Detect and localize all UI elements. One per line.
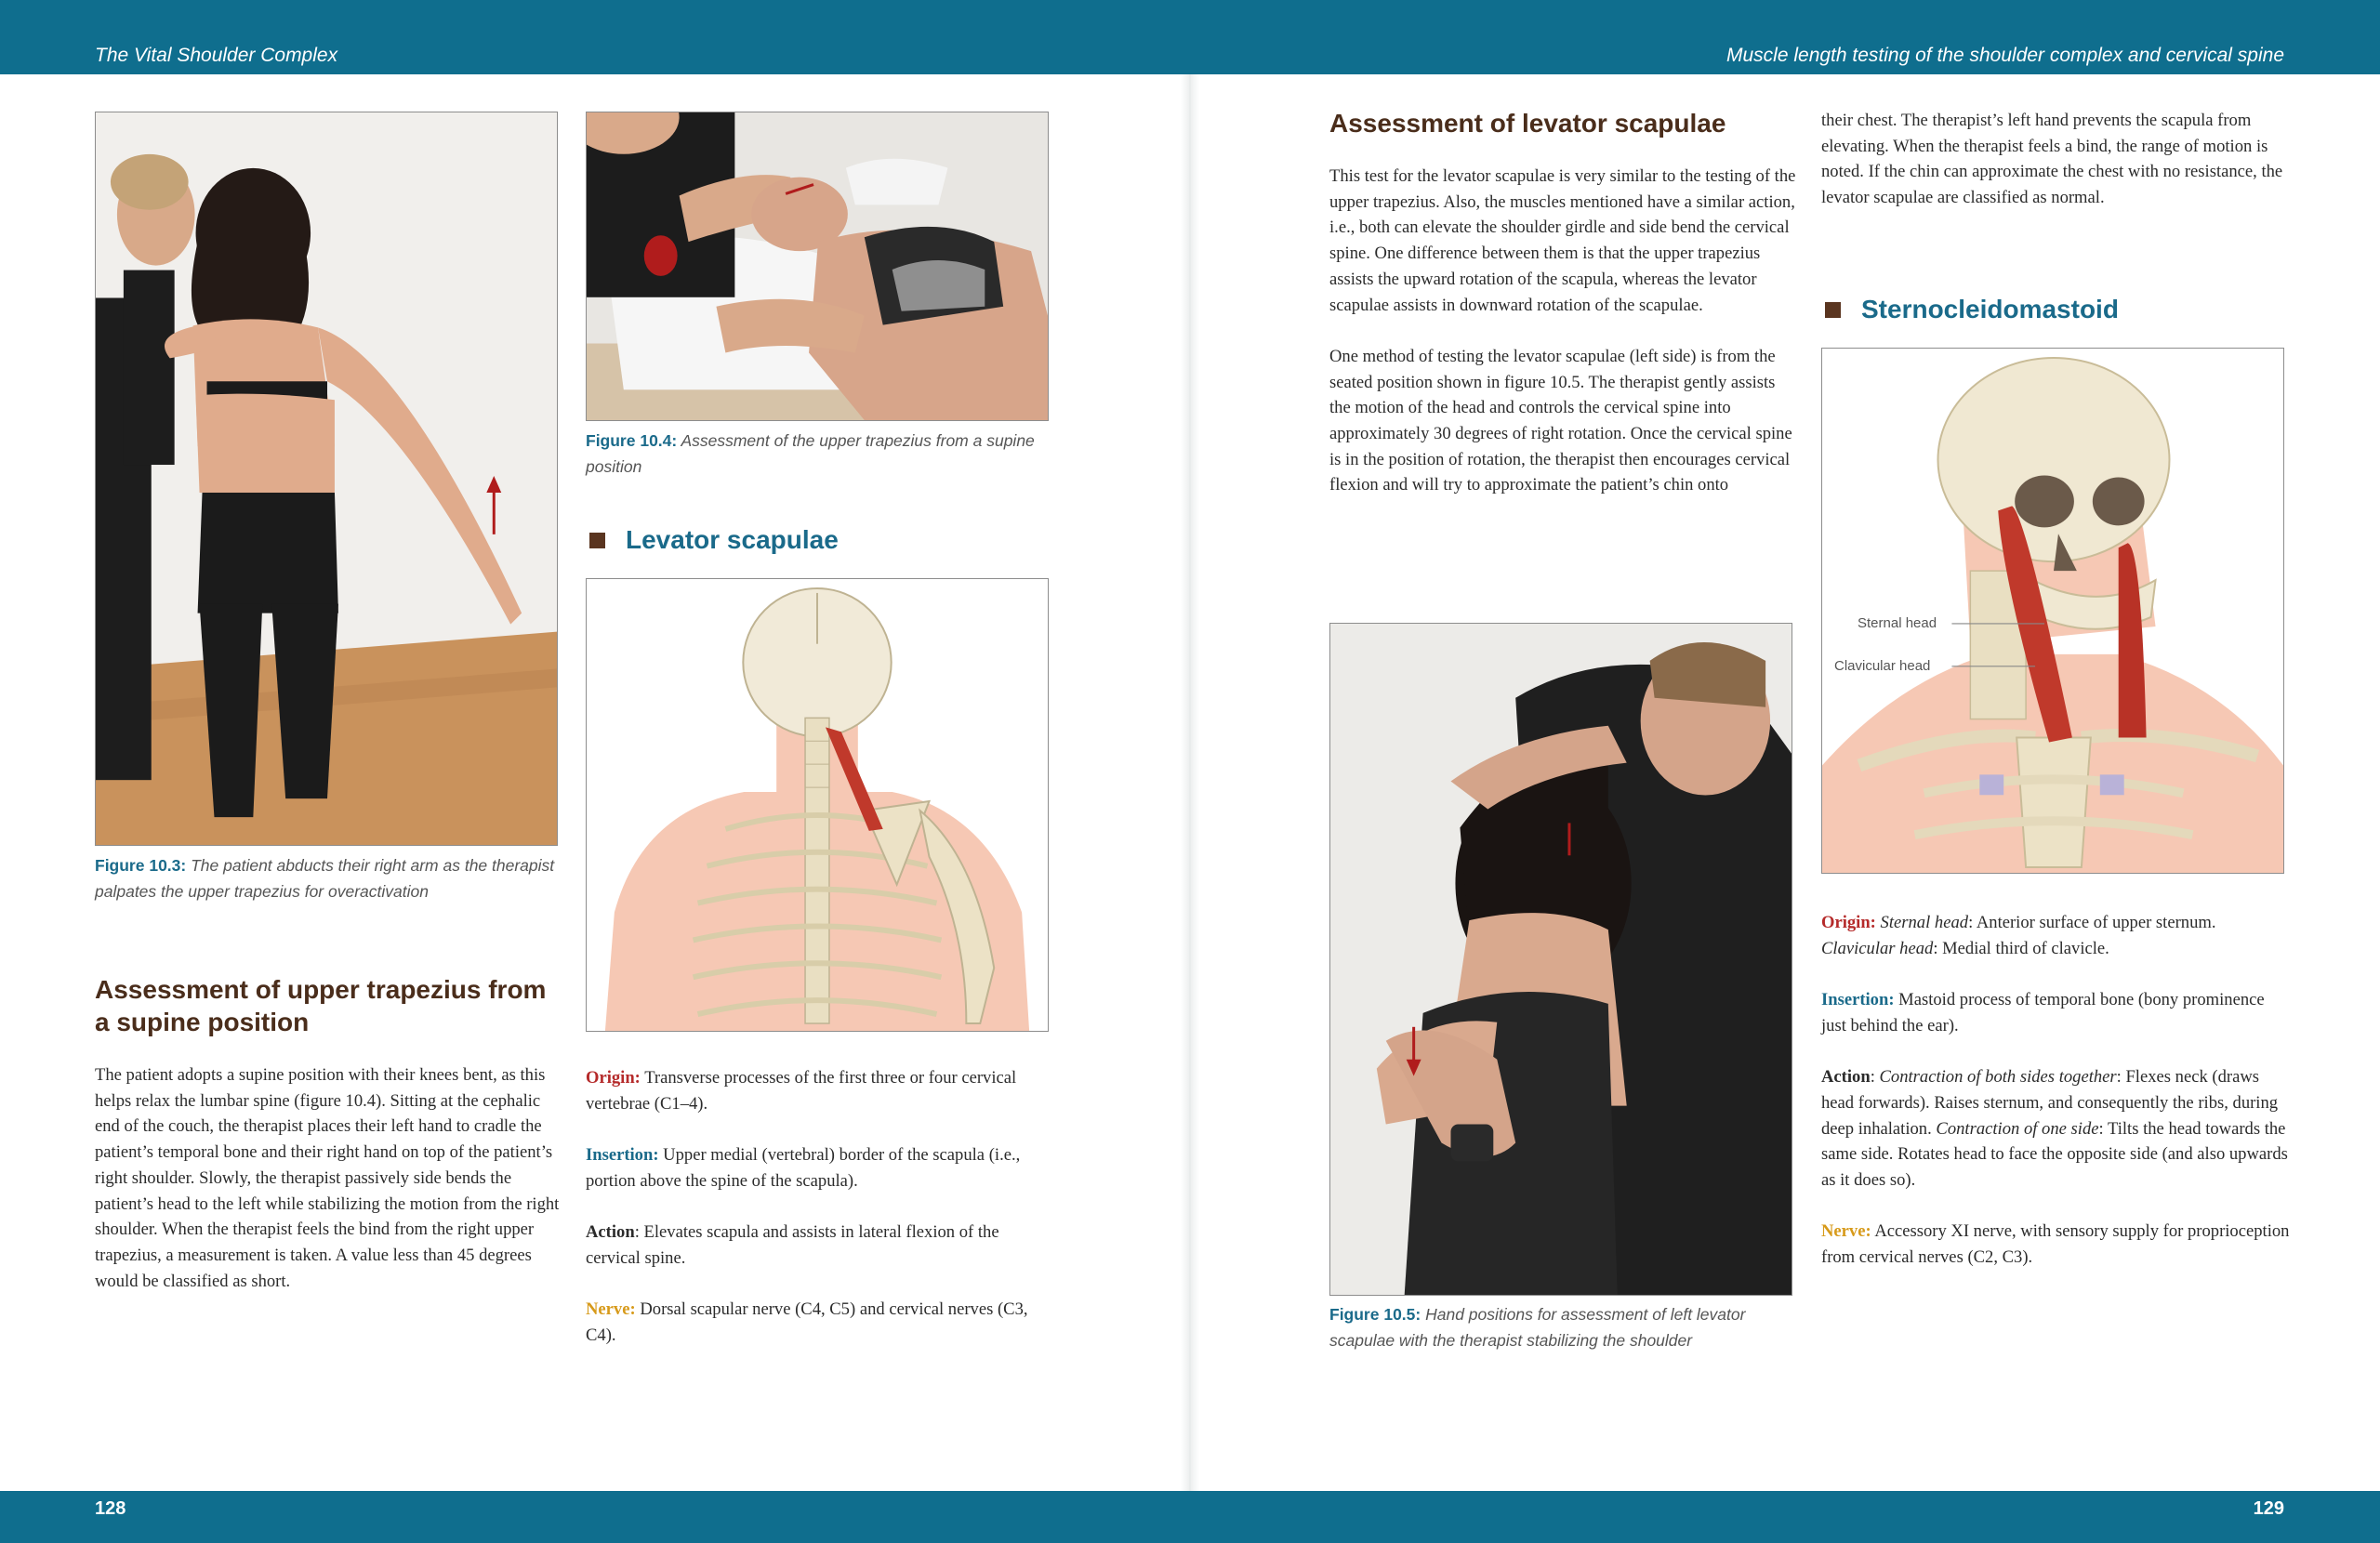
figure-10-4-label: Figure 10.4:	[586, 431, 678, 450]
levator-insertion	[586, 1142, 1055, 1194]
scm-origin-clavicular-label: Clavicular head	[1821, 938, 1934, 958]
left-body-text: The patient adopts a supine position with their knees bent, as this helps relax the lumbar spine (figure 10.4). Sitting at the cephalic end of the couch, the therapist places their left hand to cradle the patient’s temporal bone and their right hand on top of the patient’s right shoulder. Slowly, the therapist passively side bends the patient’s head to the left while stabilizing the motion from the right shoulder. When the therapist feels the bind from the right upper trapezius, a measurement is taken. A value less than 45 degrees would be classified as short.	[95, 1065, 560, 1291]
sternocleidomastoid-heading-text: Sternocleidomastoid	[1861, 295, 2119, 323]
figure-10-4-photo	[586, 112, 1049, 421]
figure-10-5-label: Figure 10.5:	[1329, 1305, 1421, 1324]
levator-nerve-label: Nerve:	[586, 1299, 636, 1320]
figure-10-3-photo	[95, 112, 558, 846]
right-col2-body	[1821, 108, 2291, 211]
scm-origin	[1821, 910, 2291, 961]
scm-nerve-label: Nerve:	[1821, 1221, 1871, 1242]
page-gutter	[1181, 74, 1199, 1491]
scm-insertion-label: Insertion:	[1821, 990, 1895, 1010]
scm-action-one-text: : Tilts the head towards the same side. Rotates head to face the opposite side (and also upwards as it does so).	[1821, 1118, 2288, 1190]
left-body-paragraph	[95, 1062, 560, 1294]
section-square-icon	[1825, 302, 1841, 318]
levator-scapulae-heading	[589, 523, 1051, 557]
figure-10-5-photo	[1329, 623, 1792, 1296]
clavicular-head-label: Clavicular head	[1834, 658, 1931, 674]
sternocleidomastoid-details	[1821, 910, 2291, 1271]
scm-origin-label: Origin:	[1821, 913, 1876, 932]
running-title-left: The Vital Shoulder Complex	[95, 45, 338, 66]
page-number-right: 129	[2253, 1498, 2284, 1519]
levator-insertion-label: Insertion:	[586, 1145, 659, 1166]
scm-origin-sternal-text: : Anterior surface of upper sternum.	[1968, 913, 2216, 932]
levator-origin-text: Transverse processes of the first three or four cervical vertebrae (C1–4).	[586, 1068, 1017, 1114]
scm-action-label: Action	[1821, 1067, 1871, 1088]
right-col1-body	[1329, 164, 1799, 498]
levator-nerve-text: Dorsal scapular nerve (C4, C5) and cervical nerves (C3, C4).	[586, 1299, 1028, 1345]
scm-insertion-text: Mastoid process of temporal bone (bony prominence just behind the ear).	[1821, 990, 2265, 1035]
levator-action-text: : Elevates scapula and assists in lateral flexion of the cervical spine.	[586, 1222, 999, 1268]
footer-band	[0, 1491, 2380, 1543]
figure-10-4-text: Assessment of the upper trapezius from a supine position	[586, 431, 1035, 476]
scm-action	[1821, 1064, 2291, 1194]
figure-10-5-caption	[1329, 1301, 1794, 1353]
scm-nerve	[1821, 1219, 2291, 1270]
running-title-right: Muscle length testing of the shoulder complex and cervical spine	[1726, 45, 2284, 66]
levator-action	[586, 1220, 1055, 1271]
figure-10-5-text: Hand positions for assessment of left levator scapulae with the therapist stabilizing the shoulder	[1329, 1305, 1746, 1350]
sternocleidomastoid-heading	[1825, 293, 2290, 326]
figure-10-3-label: Figure 10.3:	[95, 856, 187, 875]
figure-10-3-text: The patient abducts their right arm as the therapist palpates the upper trapezius for overactivation	[95, 856, 555, 901]
header-band	[0, 0, 2380, 74]
left-section-heading: Assessment of upper trapezius from a supine position	[95, 975, 547, 1036]
right-paragraph-2: One method of testing the levator scapulae (left side) is from the seated position shown in figure 10.5. The therapist gently assists the motion of the head and controls the cervical spine into approximately 30 degrees of right rotation. Once the cervical spine is in the position of rotation, the therapist then encourages cervical flexion and will try to approximate the patient’s chin onto	[1329, 346, 1792, 495]
levator-insertion-text: Upper medial (vertebral) border of the scapula (i.e., portion above the spine of the scapula).	[586, 1145, 1021, 1191]
sternocleidomastoid-illustration	[1821, 348, 2284, 874]
right-paragraph-3: their chest. The therapist’s left hand prevents the scapula from elevating. When the therapist feels a bind, the range of motion is noted. If the chin can approximate the chest with no resistance, the levator scapulae are classified as normal.	[1821, 111, 2283, 208]
figure-10-4-caption	[586, 428, 1051, 480]
scm-action-colon: :	[1870, 1067, 1880, 1088]
section-square-icon	[589, 533, 605, 548]
right-paragraph-1: This test for the levator scapulae is very similar to the testing of the upper trapezius. Also, the muscles mentioned have a similar action, i.e., both can elevate the shoulder girdle and side bend the cervical spine. One difference between them is that the upper trapezius assists the upward rotation of the scapula, whereas the levator scapulae assists in downward rotation of the scapulae.	[1329, 166, 1796, 315]
levator-scapulae-details	[586, 1065, 1055, 1349]
levator-nerve	[586, 1297, 1055, 1348]
page-number-left: 128	[95, 1498, 126, 1519]
scm-origin-sternal-label: Sternal head	[1880, 913, 1969, 932]
scm-insertion	[1821, 987, 2291, 1038]
figure-10-3-caption	[95, 852, 560, 904]
sternal-head-label: Sternal head	[1858, 615, 1937, 631]
levator-origin	[586, 1065, 1055, 1116]
scm-action-both-label: Contraction of both sides together	[1879, 1067, 2117, 1088]
levator-scapulae-heading-text: Levator scapulae	[626, 525, 839, 554]
scm-origin-clavicular-text: : Medial third of clavicle.	[1933, 938, 2109, 958]
scm-nerve-text: Accessory XI nerve, with sensory supply for proprioception from cervical nerves (C2, C3).	[1821, 1221, 2290, 1268]
scm-action-both-text: : Flexes neck (draws head forwards). Raises sternum, and consequently the ribs, during deep inhalation.	[1821, 1067, 2279, 1139]
levator-scapulae-illustration	[586, 578, 1049, 1032]
levator-origin-label: Origin:	[586, 1068, 641, 1088]
scm-action-one-label: Contraction of one side	[1936, 1118, 2099, 1139]
right-section-heading: Assessment of levator scapulae	[1329, 109, 1726, 138]
levator-action-label: Action	[586, 1222, 635, 1243]
